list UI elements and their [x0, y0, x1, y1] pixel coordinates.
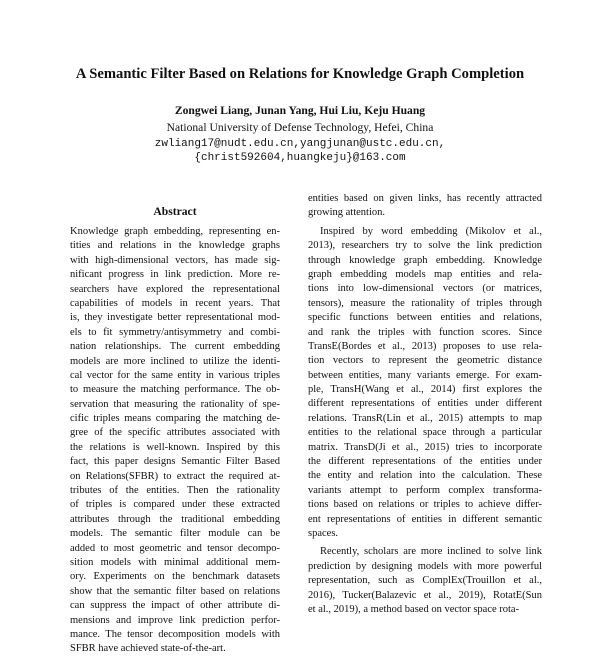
body-column-right: [308, 192, 542, 617]
text-line: SFBR have achieved state-of-the-art.: [70, 643, 226, 655]
text-line: attributes through the traditional embedding: [70, 513, 280, 525]
text-line: relations. TransR(Lin et al., 2015) attempts to map: [308, 412, 542, 424]
text-line: the different representations of the entities under: [308, 456, 542, 468]
text-line: ent representations of entities in different semantic: [308, 513, 542, 525]
text-line: added to most geometric and tensor decompo-: [70, 542, 280, 554]
text-line: TransE(Bordes et al., 2013) proposes to use rela-: [308, 340, 542, 352]
text-line: tions into low-dimensional vectors (or matrices,: [308, 283, 542, 295]
text-line: gree of the specific attributes associated with: [70, 427, 280, 439]
text-line: entities based on given links, has recently attracted: [308, 193, 542, 204]
text-line: representation, such as ComplEx(Trouillon et al.,: [308, 575, 542, 587]
text-line: the relations is well-known. Inspired by this: [70, 441, 280, 453]
text-line: tributes of the entities. Then the rationality: [70, 485, 280, 497]
text-line: nation relationships. The current embedding: [70, 341, 280, 353]
text-line: the entity and relation into the calculation. These: [308, 470, 542, 482]
text-line: 2016), Tucker(Balazevic et al., 2019), RotatE(Sun: [308, 589, 542, 601]
text-line: mensions and improve link prediction perfor-: [70, 614, 280, 626]
text-line: of triples is compared under these extracted: [70, 499, 280, 511]
text-line: between entities, many variants emerge. For exam-: [308, 369, 542, 381]
paper-title: A Semantic Filter Based on Relations for Knowledge Graph Completion: [75, 66, 525, 82]
text-line: to measure the matching performance. The ob-: [70, 384, 280, 396]
abstract-body: [70, 225, 280, 657]
text-line: ory. Experiments on the benchmark datasets: [70, 571, 280, 583]
text-line: capabilities of models in recent years. That: [70, 297, 280, 309]
text-line: servation that measuring the rationality of spe-: [70, 398, 280, 410]
email-line: {christ592604,huangkeju}@163.com: [194, 152, 406, 164]
text-line: 2013), researchers try to solve the link prediction: [308, 240, 542, 252]
text-line: specific functions between entities and relations,: [308, 312, 542, 324]
text-line: Inspired by word embedding (Mikolov et al.,: [320, 225, 542, 237]
text-line: tities and relations in the knowledge graphs: [70, 240, 280, 252]
text-line: sition models with minimal additional mem-: [70, 556, 280, 568]
text-line: entities to the relational space through a particular: [308, 427, 542, 439]
text-line: and rank the triples with function scores. Since: [308, 326, 542, 338]
text-line: nificant progress in link prediction. More re-: [70, 269, 280, 281]
author-list: Zongwei Liang, Junan Yang, Hui Liu, Keju Huang: [174, 104, 426, 117]
text-line: Knowledge graph embedding, representing en-: [70, 226, 280, 237]
text-line: mance. The tensor decomposition models with: [70, 628, 280, 640]
text-line: tion vectors to represent the geometric distance: [308, 355, 542, 367]
text-line: prediction by designing models with more powerful: [308, 560, 542, 572]
text-line: tions based on relations or triples to achieve differ-: [308, 499, 542, 511]
text-line: searchers have explored the representational: [70, 283, 280, 295]
text-line: fact, this paper designs Semantic Filter Based: [70, 456, 280, 468]
text-line: matrix. TransD(Ji et al., 2015) tries to incorporate: [308, 441, 542, 453]
text-line: Recently, scholars are more inclined to solve link: [320, 546, 542, 558]
text-line: with high-dimensional vectors, has made sig-: [70, 254, 280, 266]
text-line: variants attempt to perform complex transforma-: [308, 484, 542, 496]
text-line: models are more inclined to utilize the identi-: [70, 355, 280, 367]
text-line: through knowledge graph embedding. Knowledge: [308, 254, 542, 266]
text-line: cal vector for the same entity in various triples: [70, 369, 280, 381]
text-line: cific triples means comparing the matching de-: [70, 413, 280, 425]
affiliation: National University of Defense Technology, Hefei, China: [166, 121, 434, 134]
text-line: els to fit symmetry/antisymmetry and combi-: [70, 326, 280, 338]
text-line: graph embedding models map entities and rela-: [308, 268, 542, 280]
text-line: et al., 2019), a method based on vector space rota-: [308, 603, 520, 615]
text-line: ple, TransH(Wang et al., 2014) first explores the: [308, 384, 542, 396]
text-line: on Relations(SFBR) to extract the required at-: [70, 470, 280, 482]
email-line: zwliang17@nudt.edu.cn,yangjunan@ustc.edu.cn,: [154, 138, 446, 150]
text-line: growing attention.: [308, 207, 385, 219]
abstract-heading: Abstract: [153, 205, 197, 218]
text-line: can suppress the impact of other attribute di-: [70, 600, 280, 612]
text-line: show that the semantic filter based on relations: [70, 585, 280, 597]
text-line: different representations of entities under different: [308, 398, 542, 410]
text-line: is, they investigate better representational mod-: [70, 312, 280, 324]
text-line: tensors), measure the rationality of triples through: [308, 297, 542, 309]
text-line: spaces.: [308, 527, 339, 539]
text-line: models. The semantic filter module can be: [70, 528, 280, 540]
